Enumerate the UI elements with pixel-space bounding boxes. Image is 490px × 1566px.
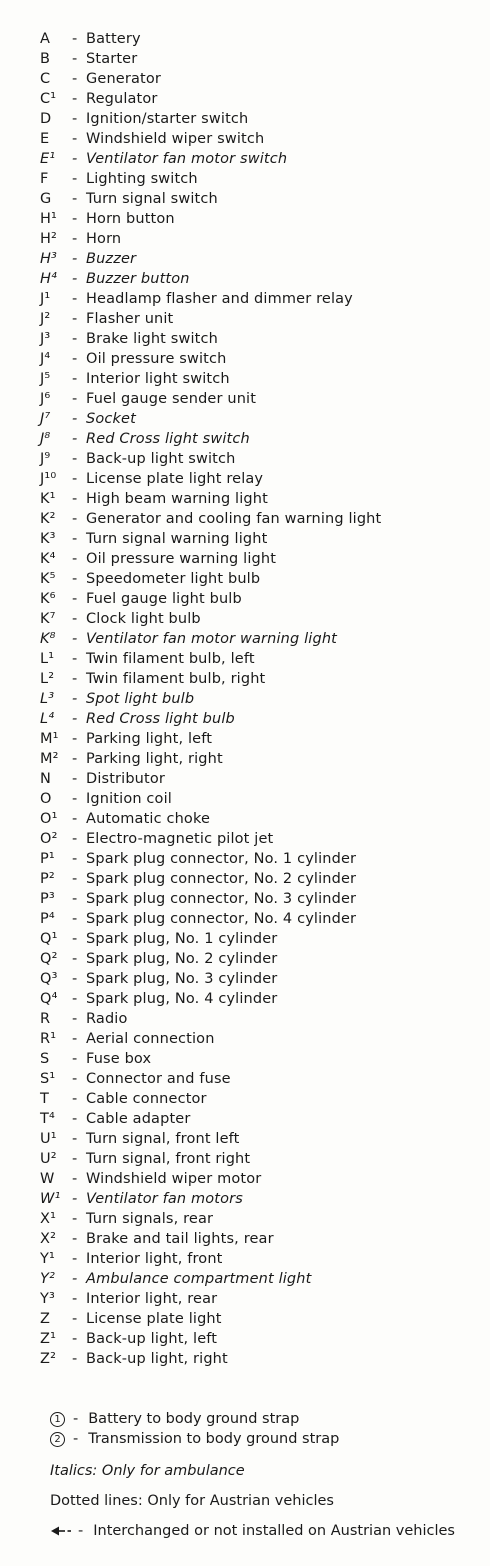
legend-row bbox=[40, 569, 480, 589]
separator-dash: - bbox=[78, 1523, 84, 1539]
circled-number-2-icon: 2 bbox=[50, 1432, 65, 1447]
separator-dash: - bbox=[72, 1191, 78, 1207]
legend-row bbox=[40, 329, 480, 349]
legend-code: K⁴ bbox=[40, 551, 56, 567]
legend-code: Z¹ bbox=[40, 1331, 57, 1347]
legend-code: W¹ bbox=[40, 1191, 61, 1207]
legend-code: H² bbox=[40, 231, 58, 247]
separator-dash: - bbox=[72, 1231, 78, 1247]
separator-dash: - bbox=[72, 351, 78, 367]
ground-strap-label: Transmission to body ground strap bbox=[88, 1431, 340, 1447]
separator-dash: - bbox=[72, 791, 78, 807]
note-arrow-text: Interchanged or not installed on Austrian vehicles bbox=[93, 1523, 455, 1539]
legend-code: J⁹ bbox=[40, 451, 51, 467]
legend-row bbox=[40, 1029, 480, 1049]
legend-description: Spark plug connector, No. 1 cylinder bbox=[86, 851, 357, 867]
legend-code: K² bbox=[40, 511, 56, 527]
separator-dash: - bbox=[72, 71, 78, 87]
legend-description: Twin filament bulb, right bbox=[86, 671, 266, 687]
legend-description: Turn signal switch bbox=[86, 191, 218, 207]
legend-row bbox=[40, 809, 480, 829]
legend-description: Twin filament bulb, left bbox=[86, 651, 255, 667]
legend-row bbox=[40, 229, 480, 249]
legend-description: Flasher unit bbox=[86, 311, 174, 327]
separator-dash: - bbox=[72, 571, 78, 587]
legend-row bbox=[40, 1109, 480, 1129]
separator-dash: - bbox=[72, 551, 78, 567]
separator-dash: - bbox=[72, 671, 78, 687]
separator-dash: - bbox=[72, 651, 78, 667]
separator-dash: - bbox=[72, 711, 78, 727]
separator-dash: - bbox=[72, 531, 78, 547]
separator-dash: - bbox=[72, 1071, 78, 1087]
legend-description: Turn signals, rear bbox=[86, 1211, 214, 1227]
separator-dash: - bbox=[72, 1271, 78, 1287]
separator-dash: - bbox=[72, 931, 78, 947]
note-arrow bbox=[50, 1521, 480, 1541]
legend-code: H⁴ bbox=[40, 271, 58, 287]
legend-row bbox=[40, 1269, 480, 1289]
legend-row bbox=[40, 529, 480, 549]
legend-description: Clock light bulb bbox=[86, 611, 201, 627]
legend-description: Ignition coil bbox=[86, 791, 172, 807]
ground-strap-label: Battery to body ground strap bbox=[88, 1411, 300, 1427]
legend-code: J³ bbox=[40, 331, 51, 347]
separator-dash: - bbox=[72, 631, 78, 647]
legend-description: Cable adapter bbox=[86, 1111, 191, 1127]
arrow-left-icon bbox=[50, 1525, 72, 1537]
legend-row bbox=[40, 349, 480, 369]
legend-description: Fuse box bbox=[86, 1051, 152, 1067]
separator-dash: - bbox=[72, 691, 78, 707]
separator-dash: - bbox=[72, 271, 78, 287]
legend-description: Horn button bbox=[86, 211, 175, 227]
legend-code: S bbox=[40, 1051, 50, 1067]
legend-description: Spark plug connector, No. 2 cylinder bbox=[86, 871, 357, 887]
legend-code: U² bbox=[40, 1151, 57, 1167]
separator-dash: - bbox=[72, 1251, 78, 1267]
separator-dash: - bbox=[73, 1411, 79, 1427]
legend-row bbox=[40, 389, 480, 409]
legend-code: J⁴ bbox=[40, 351, 51, 367]
separator-dash: - bbox=[72, 871, 78, 887]
note-italics-text: Italics: Only for ambulance bbox=[50, 1463, 245, 1479]
legend-description: Brake and tail lights, rear bbox=[86, 1231, 274, 1247]
legend-row bbox=[40, 909, 480, 929]
legend-row bbox=[40, 749, 480, 769]
legend-code: F bbox=[40, 171, 49, 187]
separator-dash: - bbox=[72, 991, 78, 1007]
legend-code: C bbox=[40, 71, 51, 87]
legend-description: Spark plug connector, No. 4 cylinder bbox=[86, 911, 357, 927]
legend-row bbox=[40, 589, 480, 609]
separator-dash: - bbox=[72, 1291, 78, 1307]
legend-row bbox=[40, 1089, 480, 1109]
legend-description: Ambulance compartment light bbox=[86, 1271, 312, 1287]
legend-description: Brake light switch bbox=[86, 331, 218, 347]
legend-row bbox=[40, 1289, 480, 1309]
legend-code: U¹ bbox=[40, 1131, 57, 1147]
legend-description: Battery bbox=[86, 31, 141, 47]
legend-description: Turn signal, front left bbox=[86, 1131, 240, 1147]
separator-dash: - bbox=[72, 1091, 78, 1107]
legend-code: K³ bbox=[40, 531, 56, 547]
legend-code: Y² bbox=[40, 1271, 55, 1287]
legend-code: G bbox=[40, 191, 52, 207]
legend-code: L² bbox=[40, 671, 55, 687]
legend-code: H¹ bbox=[40, 211, 58, 227]
legend-row bbox=[40, 69, 480, 89]
legend-row bbox=[40, 669, 480, 689]
legend-row bbox=[40, 1189, 480, 1209]
note-italics bbox=[50, 1461, 480, 1481]
legend-description: Turn signal warning light bbox=[86, 531, 268, 547]
legend-code: J² bbox=[40, 311, 51, 327]
legend-row bbox=[40, 1209, 480, 1229]
legend-code: K⁶ bbox=[40, 591, 56, 607]
separator-dash: - bbox=[72, 231, 78, 247]
legend-description: Aerial connection bbox=[86, 1031, 215, 1047]
legend-code: Z² bbox=[40, 1351, 57, 1367]
separator-dash: - bbox=[72, 1211, 78, 1227]
separator-dash: - bbox=[72, 251, 78, 267]
legend-code: K¹ bbox=[40, 491, 56, 507]
legend-description: High beam warning light bbox=[86, 491, 268, 507]
legend-row bbox=[40, 309, 480, 329]
separator-dash: - bbox=[72, 1131, 78, 1147]
ground-strap-2 bbox=[50, 1429, 480, 1449]
legend-description: Back-up light switch bbox=[86, 451, 236, 467]
legend-code: B bbox=[40, 51, 51, 67]
legend-row bbox=[40, 1249, 480, 1269]
legend-description: Headlamp flasher and dimmer relay bbox=[86, 291, 353, 307]
legend-code: T⁴ bbox=[40, 1111, 55, 1127]
legend-row bbox=[40, 1169, 480, 1189]
note-dotted-lines bbox=[50, 1491, 480, 1511]
legend-description: Buzzer bbox=[86, 251, 137, 267]
legend-description: Interior light, rear bbox=[86, 1291, 218, 1307]
legend-code: N bbox=[40, 771, 51, 787]
legend-description: Spot light bulb bbox=[86, 691, 195, 707]
legend-row bbox=[40, 869, 480, 889]
legend-description: Oil pressure switch bbox=[86, 351, 227, 367]
separator-dash: - bbox=[72, 1151, 78, 1167]
legend-code: E¹ bbox=[40, 151, 56, 167]
legend-row bbox=[40, 789, 480, 809]
separator-dash: - bbox=[72, 171, 78, 187]
legend-row bbox=[40, 469, 480, 489]
legend-code: K⁵ bbox=[40, 571, 56, 587]
separator-dash: - bbox=[72, 1031, 78, 1047]
legend-row bbox=[40, 849, 480, 869]
separator-dash: - bbox=[72, 1171, 78, 1187]
note-dotted-text: Dotted lines: Only for Austrian vehicles bbox=[50, 1493, 334, 1509]
legend-description: Spark plug connector, No. 3 cylinder bbox=[86, 891, 357, 907]
legend-row bbox=[40, 369, 480, 389]
legend-row bbox=[40, 109, 480, 129]
legend-code: T bbox=[40, 1091, 50, 1107]
legend-code: K⁸ bbox=[40, 631, 56, 647]
legend-row bbox=[40, 609, 480, 629]
legend-row bbox=[40, 409, 480, 429]
legend-description: Spark plug, No. 4 cylinder bbox=[86, 991, 278, 1007]
legend-row bbox=[40, 1049, 480, 1069]
legend-description: Horn bbox=[86, 231, 122, 247]
legend-row bbox=[40, 1149, 480, 1169]
separator-dash: - bbox=[72, 891, 78, 907]
legend-description: Speedometer light bulb bbox=[86, 571, 261, 587]
separator-dash: - bbox=[72, 731, 78, 747]
legend-description: License plate light bbox=[86, 1311, 222, 1327]
legend-description: Spark plug, No. 1 cylinder bbox=[86, 931, 278, 947]
legend-code: O bbox=[40, 791, 52, 807]
legend-row bbox=[40, 1069, 480, 1089]
legend-code: S¹ bbox=[40, 1071, 56, 1087]
legend-row bbox=[40, 49, 480, 69]
legend-row bbox=[40, 729, 480, 749]
legend-description: Starter bbox=[86, 51, 138, 67]
legend-code: A bbox=[40, 31, 51, 47]
separator-dash: - bbox=[72, 911, 78, 927]
separator-dash: - bbox=[72, 1351, 78, 1367]
separator-dash: - bbox=[72, 111, 78, 127]
legend-description: Fuel gauge light bulb bbox=[86, 591, 242, 607]
separator-dash: - bbox=[72, 491, 78, 507]
legend-code: R bbox=[40, 1011, 51, 1027]
legend-row bbox=[40, 129, 480, 149]
legend-description: Ventilator fan motors bbox=[86, 1191, 243, 1207]
separator-dash: - bbox=[72, 511, 78, 527]
separator-dash: - bbox=[72, 751, 78, 767]
legend-description: Fuel gauge sender unit bbox=[86, 391, 257, 407]
legend-row bbox=[40, 949, 480, 969]
separator-dash: - bbox=[72, 371, 78, 387]
legend-row bbox=[40, 969, 480, 989]
legend-description: Red Cross light bulb bbox=[86, 711, 235, 727]
separator-dash: - bbox=[72, 331, 78, 347]
legend-row bbox=[40, 29, 480, 49]
legend-code: R¹ bbox=[40, 1031, 57, 1047]
separator-dash: - bbox=[72, 31, 78, 47]
legend-row bbox=[40, 889, 480, 909]
legend-code: W bbox=[40, 1171, 55, 1187]
separator-dash: - bbox=[72, 431, 78, 447]
separator-dash: - bbox=[72, 411, 78, 427]
legend-description: Windshield wiper switch bbox=[86, 131, 265, 147]
legend-row bbox=[40, 1009, 480, 1029]
separator-dash: - bbox=[72, 291, 78, 307]
legend-description: Ventilator fan motor switch bbox=[86, 151, 288, 167]
separator-dash: - bbox=[72, 811, 78, 827]
legend-row bbox=[40, 449, 480, 469]
legend-description: Ventilator fan motor warning light bbox=[86, 631, 338, 647]
separator-dash: - bbox=[73, 1431, 79, 1447]
legend-row bbox=[40, 629, 480, 649]
legend-code: E bbox=[40, 131, 50, 147]
legend-row bbox=[40, 149, 480, 169]
legend-code: J⁵ bbox=[40, 371, 51, 387]
legend-code: J¹ bbox=[40, 291, 51, 307]
legend-row bbox=[40, 189, 480, 209]
legend-code: L¹ bbox=[40, 651, 55, 667]
legend-description: Cable connector bbox=[86, 1091, 207, 1107]
legend-row bbox=[40, 989, 480, 1009]
legend-row bbox=[40, 1309, 480, 1329]
legend-description: Windshield wiper motor bbox=[86, 1171, 262, 1187]
legend-code: L⁴ bbox=[40, 711, 55, 727]
legend-code: J⁸ bbox=[40, 431, 51, 447]
circled-number-1-icon: 1 bbox=[50, 1412, 65, 1427]
legend-description: Connector and fuse bbox=[86, 1071, 231, 1087]
separator-dash: - bbox=[72, 1051, 78, 1067]
separator-dash: - bbox=[72, 951, 78, 967]
legend-code: Q⁴ bbox=[40, 991, 58, 1007]
legend-description: Automatic choke bbox=[86, 811, 211, 827]
legend-row bbox=[40, 429, 480, 449]
separator-dash: - bbox=[72, 391, 78, 407]
component-legend-list bbox=[40, 29, 480, 1369]
legend-description: Red Cross light switch bbox=[86, 431, 250, 447]
legend-row bbox=[40, 1129, 480, 1149]
legend-description: Ignition/starter switch bbox=[86, 111, 249, 127]
legend-description: Spark plug, No. 3 cylinder bbox=[86, 971, 278, 987]
legend-description: Parking light, right bbox=[86, 751, 223, 767]
legend-description: Buzzer button bbox=[86, 271, 190, 287]
legend-description: Interior light switch bbox=[86, 371, 230, 387]
separator-dash: - bbox=[72, 771, 78, 787]
legend-description: Radio bbox=[86, 1011, 128, 1027]
legend-description: Parking light, left bbox=[86, 731, 213, 747]
legend-code: D bbox=[40, 111, 52, 127]
legend-description: Generator and cooling fan warning light bbox=[86, 511, 382, 527]
legend-row bbox=[40, 509, 480, 529]
legend-code: P¹ bbox=[40, 851, 55, 867]
legend-code: Y³ bbox=[40, 1291, 55, 1307]
separator-dash: - bbox=[72, 1311, 78, 1327]
legend-code: Q¹ bbox=[40, 931, 58, 947]
legend-description: Electro-magnetic pilot jet bbox=[86, 831, 274, 847]
legend-code: K⁷ bbox=[40, 611, 56, 627]
legend-description: Regulator bbox=[86, 91, 158, 107]
legend-code: P⁴ bbox=[40, 911, 55, 927]
legend-row bbox=[40, 1229, 480, 1249]
legend-row bbox=[40, 649, 480, 669]
legend-row bbox=[40, 829, 480, 849]
legend-code: Z bbox=[40, 1311, 51, 1327]
ground-strap-1 bbox=[50, 1409, 480, 1429]
legend-description: Distributor bbox=[86, 771, 165, 787]
legend-code: C¹ bbox=[40, 91, 57, 107]
separator-dash: - bbox=[72, 851, 78, 867]
legend-code: Q³ bbox=[40, 971, 58, 987]
legend-description: Back-up light, left bbox=[86, 1331, 218, 1347]
legend-row bbox=[40, 1329, 480, 1349]
legend-description: License plate light relay bbox=[86, 471, 264, 487]
separator-dash: - bbox=[72, 151, 78, 167]
legend-description: Turn signal, front right bbox=[86, 1151, 251, 1167]
legend-row bbox=[40, 689, 480, 709]
legend-code: L³ bbox=[40, 691, 55, 707]
legend-code: X¹ bbox=[40, 1211, 57, 1227]
legend-code: Y¹ bbox=[40, 1251, 55, 1267]
legend-row bbox=[40, 769, 480, 789]
legend-row bbox=[40, 89, 480, 109]
separator-dash: - bbox=[72, 211, 78, 227]
separator-dash: - bbox=[72, 1331, 78, 1347]
legend-row bbox=[40, 209, 480, 229]
legend-description: Back-up light, right bbox=[86, 1351, 228, 1367]
separator-dash: - bbox=[72, 311, 78, 327]
legend-code: Q² bbox=[40, 951, 58, 967]
separator-dash: - bbox=[72, 971, 78, 987]
legend-description: Lighting switch bbox=[86, 171, 198, 187]
legend-description: Socket bbox=[86, 411, 136, 427]
legend-code: X² bbox=[40, 1231, 57, 1247]
separator-dash: - bbox=[72, 191, 78, 207]
legend-row bbox=[40, 169, 480, 189]
legend-code: J⁶ bbox=[40, 391, 51, 407]
separator-dash: - bbox=[72, 471, 78, 487]
legend-code: O² bbox=[40, 831, 58, 847]
legend-description: Spark plug, No. 2 cylinder bbox=[86, 951, 278, 967]
legend-description: Interior light, front bbox=[86, 1251, 223, 1267]
legend-row bbox=[40, 709, 480, 729]
legend-code: H³ bbox=[40, 251, 58, 267]
separator-dash: - bbox=[72, 91, 78, 107]
legend-code: J⁷ bbox=[40, 411, 51, 427]
legend-row bbox=[40, 549, 480, 569]
legend-code: M² bbox=[40, 751, 59, 767]
separator-dash: - bbox=[72, 51, 78, 67]
legend-code: J¹⁰ bbox=[40, 471, 57, 487]
legend-row bbox=[40, 1349, 480, 1369]
separator-dash: - bbox=[72, 611, 78, 627]
legend-row bbox=[40, 269, 480, 289]
legend-row bbox=[40, 489, 480, 509]
notes-section bbox=[50, 1409, 480, 1541]
legend-code: O¹ bbox=[40, 811, 58, 827]
separator-dash: - bbox=[72, 451, 78, 467]
separator-dash: - bbox=[72, 131, 78, 147]
legend-code: P² bbox=[40, 871, 55, 887]
legend-row bbox=[40, 249, 480, 269]
legend-row bbox=[40, 929, 480, 949]
legend-code: P³ bbox=[40, 891, 55, 907]
separator-dash: - bbox=[72, 1011, 78, 1027]
legend-row bbox=[40, 289, 480, 309]
separator-dash: - bbox=[72, 1111, 78, 1127]
legend-description: Oil pressure warning light bbox=[86, 551, 277, 567]
separator-dash: - bbox=[72, 831, 78, 847]
legend-description: Generator bbox=[86, 71, 161, 87]
separator-dash: - bbox=[72, 591, 78, 607]
legend-code: M¹ bbox=[40, 731, 59, 747]
